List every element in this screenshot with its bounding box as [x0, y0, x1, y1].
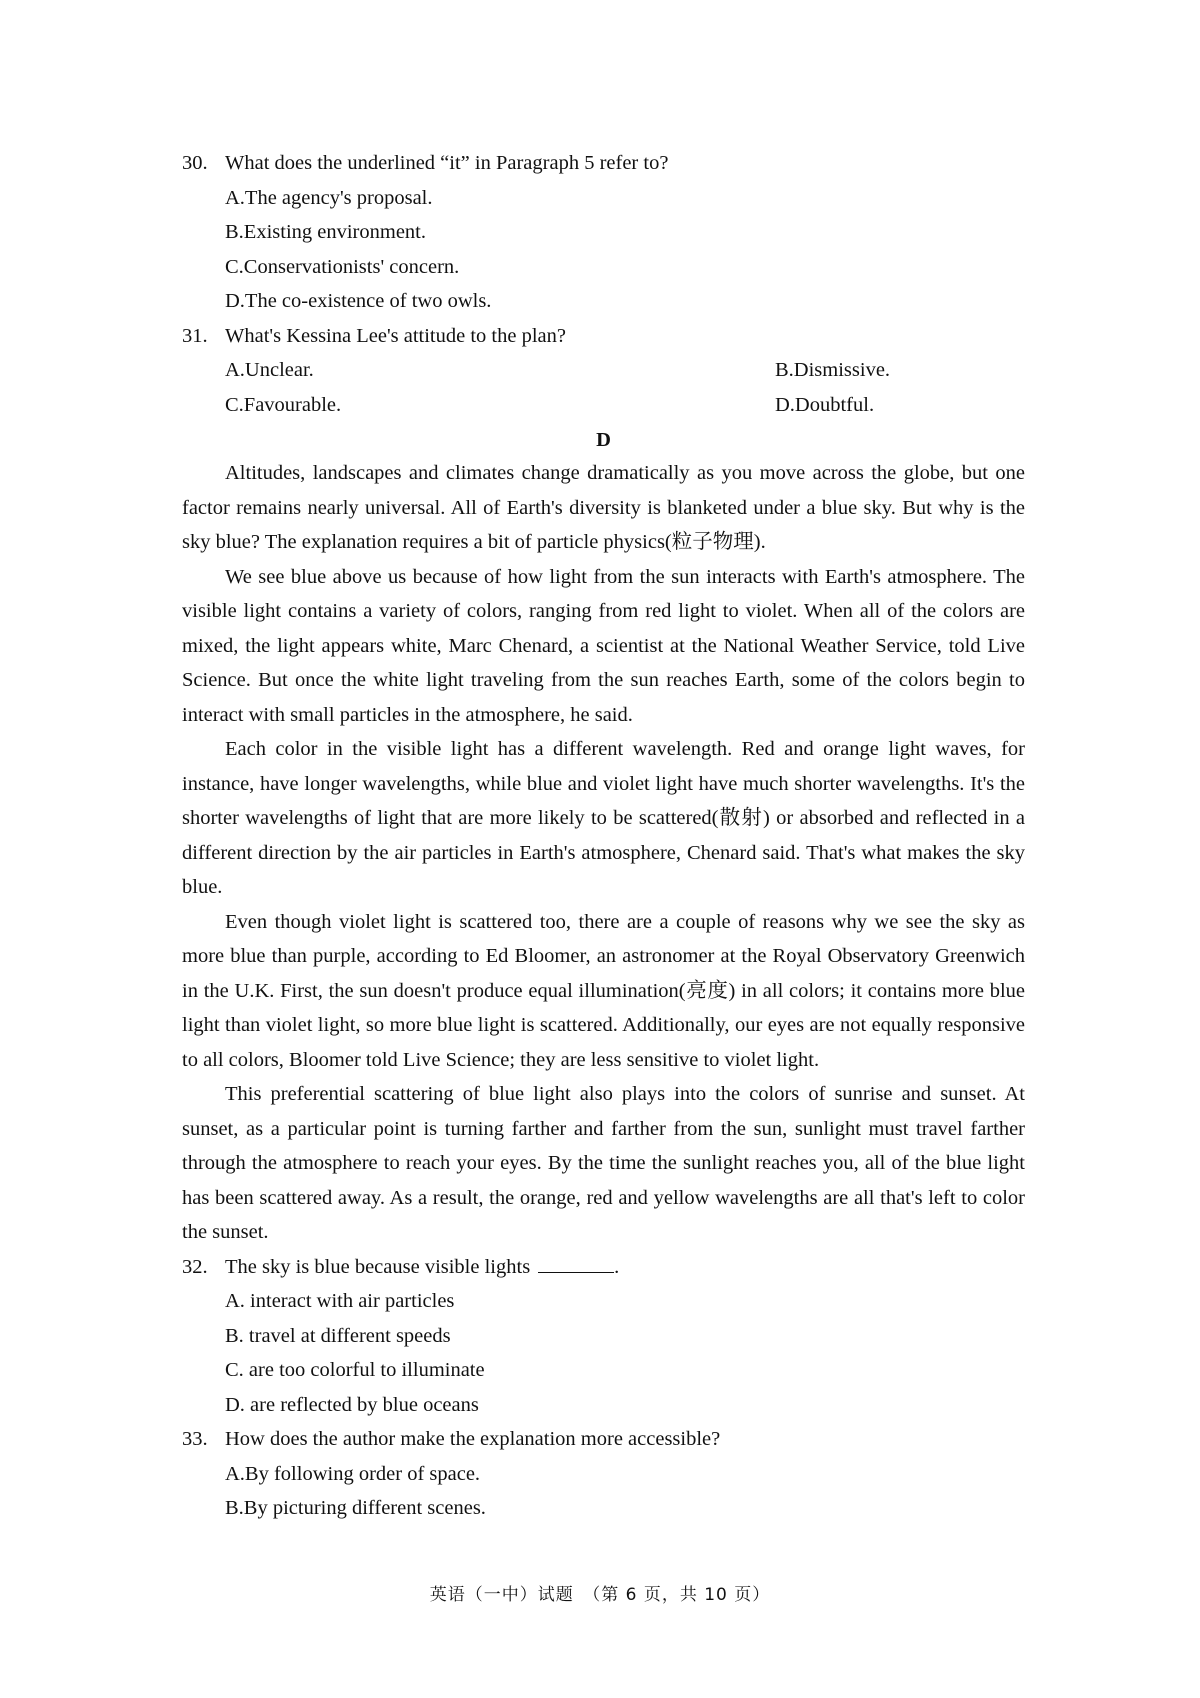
passage-paragraph-1: Altitudes, landscapes and climates change dramatically as you move across the globe, but one factor remains nearly universal. All of Earth's diversity is blanketed under a blue sky. But why is the sky blue? The explanation requires a bit of particle physics(粒子物理). — [182, 462, 1025, 553]
page-content — [182, 146, 1025, 1526]
option-row — [182, 353, 1025, 388]
question-text — [225, 1250, 1025, 1285]
question-32 — [182, 1250, 1025, 1285]
question-number: 32. — [182, 1255, 208, 1278]
option-d: D.Doubtful. — [775, 393, 875, 416]
question-31 — [182, 319, 1025, 354]
question-end: . — [614, 1255, 620, 1278]
option-c: C.Favourable. — [225, 393, 342, 416]
passage-paragraph-4: Even though violet light is scattered too, there are a couple of reasons why we see the sky as more blue than purple, according to Ed Bloomer, an astronomer at the Royal Observatory Greenwich in the U.K. First, the sun doesn't produce equal illumination(亮度) in all colors; it contains more blue light than violet light, so more blue light is scattered. Additionally, our eyes are not equally responsive to all colors, Bloomer told Live Science; they are less sensitive to violet light. — [182, 910, 1025, 1071]
question-text: How does the author make the explanation more accessible? — [225, 1428, 721, 1450]
option-a: A.By following order of space. — [225, 1462, 481, 1485]
question-number: 33. — [182, 1428, 208, 1450]
question-text: What does the underlined “it” in Paragraph 5 refer to? — [225, 152, 669, 174]
option-a: A.The agency's proposal. — [225, 186, 433, 209]
option-c: C. are too colorful to illuminate — [225, 1359, 485, 1381]
question-33 — [182, 1422, 1025, 1457]
passage-paragraph-2: We see blue above us because of how light from the sun interacts with Earth's atmosphere. The visible light contains a variety of colors, ranging from red light to violet. When all of the colors are mixed, the light appears white, Marc Chenard, a scientist at the National Weather Service, told Live Science. But once the white light traveling from the sun reaches Earth, some of the colors begin to interact with small particles in the atmosphere, he said. — [182, 565, 1025, 726]
option-b: B.By picturing different scenes. — [225, 1497, 486, 1519]
section-heading: D — [596, 429, 611, 451]
option-b: B.Dismissive. — [775, 359, 891, 381]
question-30 — [182, 146, 1025, 181]
question-number: 31. — [182, 324, 208, 347]
option-d: D. are reflected by blue oceans — [225, 1393, 479, 1416]
page-footer: 英语（一中）试题 （第 6 页，共 10 页） — [429, 1585, 771, 1605]
answer-blank — [538, 1254, 614, 1273]
option-a: A. interact with air particles — [225, 1290, 455, 1312]
question-stem: The sky is blue because visible lights — [225, 1255, 531, 1278]
passage-paragraph-3: Each color in the visible light has a different wavelength. Red and orange light waves, for instance, have longer wavelengths, while blue and violet light have much shorter wavelengths. It's the shorter wavelengths of light that are more likely to be scattered(散射) or absorbed and reflected in a different direction by the air particles in Earth's atmosphere, Chenard said. That's what makes the sky blue. — [182, 738, 1025, 898]
option-d: D.The co-existence of two owls. — [225, 290, 492, 312]
option-c: C.Conservationists' concern. — [225, 255, 460, 278]
option-a: A.Unclear. — [225, 359, 314, 381]
option-row — [182, 388, 1025, 423]
question-number: 30. — [182, 152, 208, 174]
option-b: B. travel at different speeds — [225, 1324, 451, 1347]
question-text: What's Kessina Lee's attitude to the plan? — [225, 324, 566, 347]
option-b: B.Existing environment. — [225, 221, 426, 243]
passage-paragraph-5: This preferential scattering of blue light also plays into the colors of sunrise and sunset. At sunset, as a particular point is turning farther and farther from the sun, sunlight must travel farther through the atmosphere to reach your eyes. By the time the sunlight reaches you, all of the blue light has been scattered away. As a result, the orange, red and yellow wavelengths are all that's left to color the sunset. — [182, 1083, 1025, 1243]
